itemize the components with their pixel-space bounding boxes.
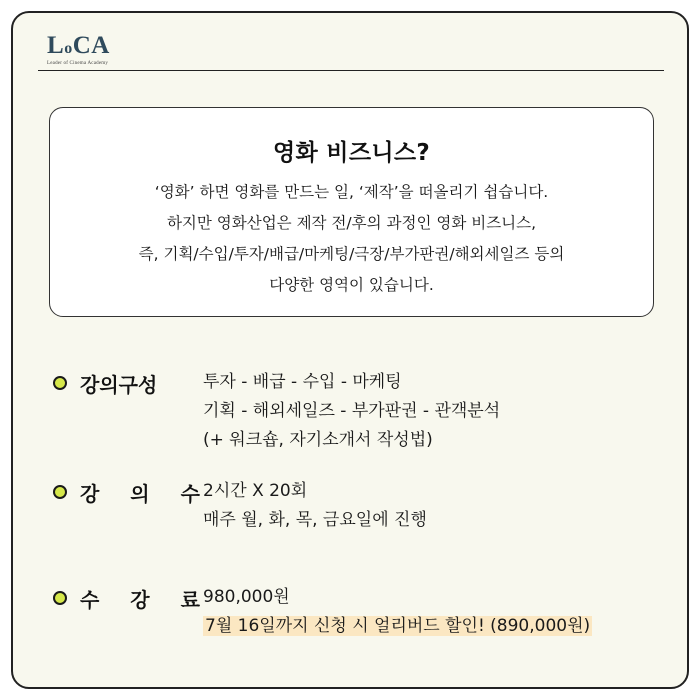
sessions-label: 강 의 수 [80,482,212,506]
logo-o: o [64,40,73,57]
curriculum-content [203,368,500,455]
intro-line: 다양한 영역이 있습니다. [269,276,434,294]
fee-label: 수 강 료 [80,588,212,612]
early-bird-discount: 7월 16일까지 신청 시 얼리버드 할인! (890,000원) [205,616,591,636]
curriculum-line: (+ 워크숍, 자기소개서 작성법) [203,430,433,450]
header-divider [38,70,664,71]
intro-line: ‘영화’ 하면 영화를 만드는 일, ‘제작’을 떠올리기 쉽습니다. [154,183,549,201]
bullet-icon [53,485,67,499]
bullet-icon [53,591,67,605]
curriculum-line: 투자 - 배급 - 수입 - 마케팅 [203,372,402,392]
logo-tagline: Leader of Cinema Academy [47,61,109,66]
sessions-line: 2시간 X 20회 [203,481,308,501]
logo-wordmark: LoCA [47,33,147,62]
sessions-line: 매주 월, 화, 목, 금요일에 진행 [203,510,427,530]
sessions-content [203,477,427,535]
intro-text [50,177,653,301]
curriculum-label: 강의구성 [80,373,158,397]
intro-line: 하지만 영화산업은 제작 전/후의 과정인 영화 비즈니스, [166,214,537,232]
fee-price: 980,000원 [203,587,290,607]
bullet-icon [53,376,67,390]
fee-content [203,583,592,641]
info-card [11,11,689,689]
intro-box [49,107,654,317]
intro-title: 영화 비즈니스? [272,140,431,166]
curriculum-line: 기획 - 해외세일즈 - 부가판권 - 관객분석 [203,401,501,421]
intro-line: 즉, 기획/수입/투자/배급/마케팅/극장/부가판권/해외세일즈 등의 [138,245,565,263]
loca-logo [47,33,147,66]
